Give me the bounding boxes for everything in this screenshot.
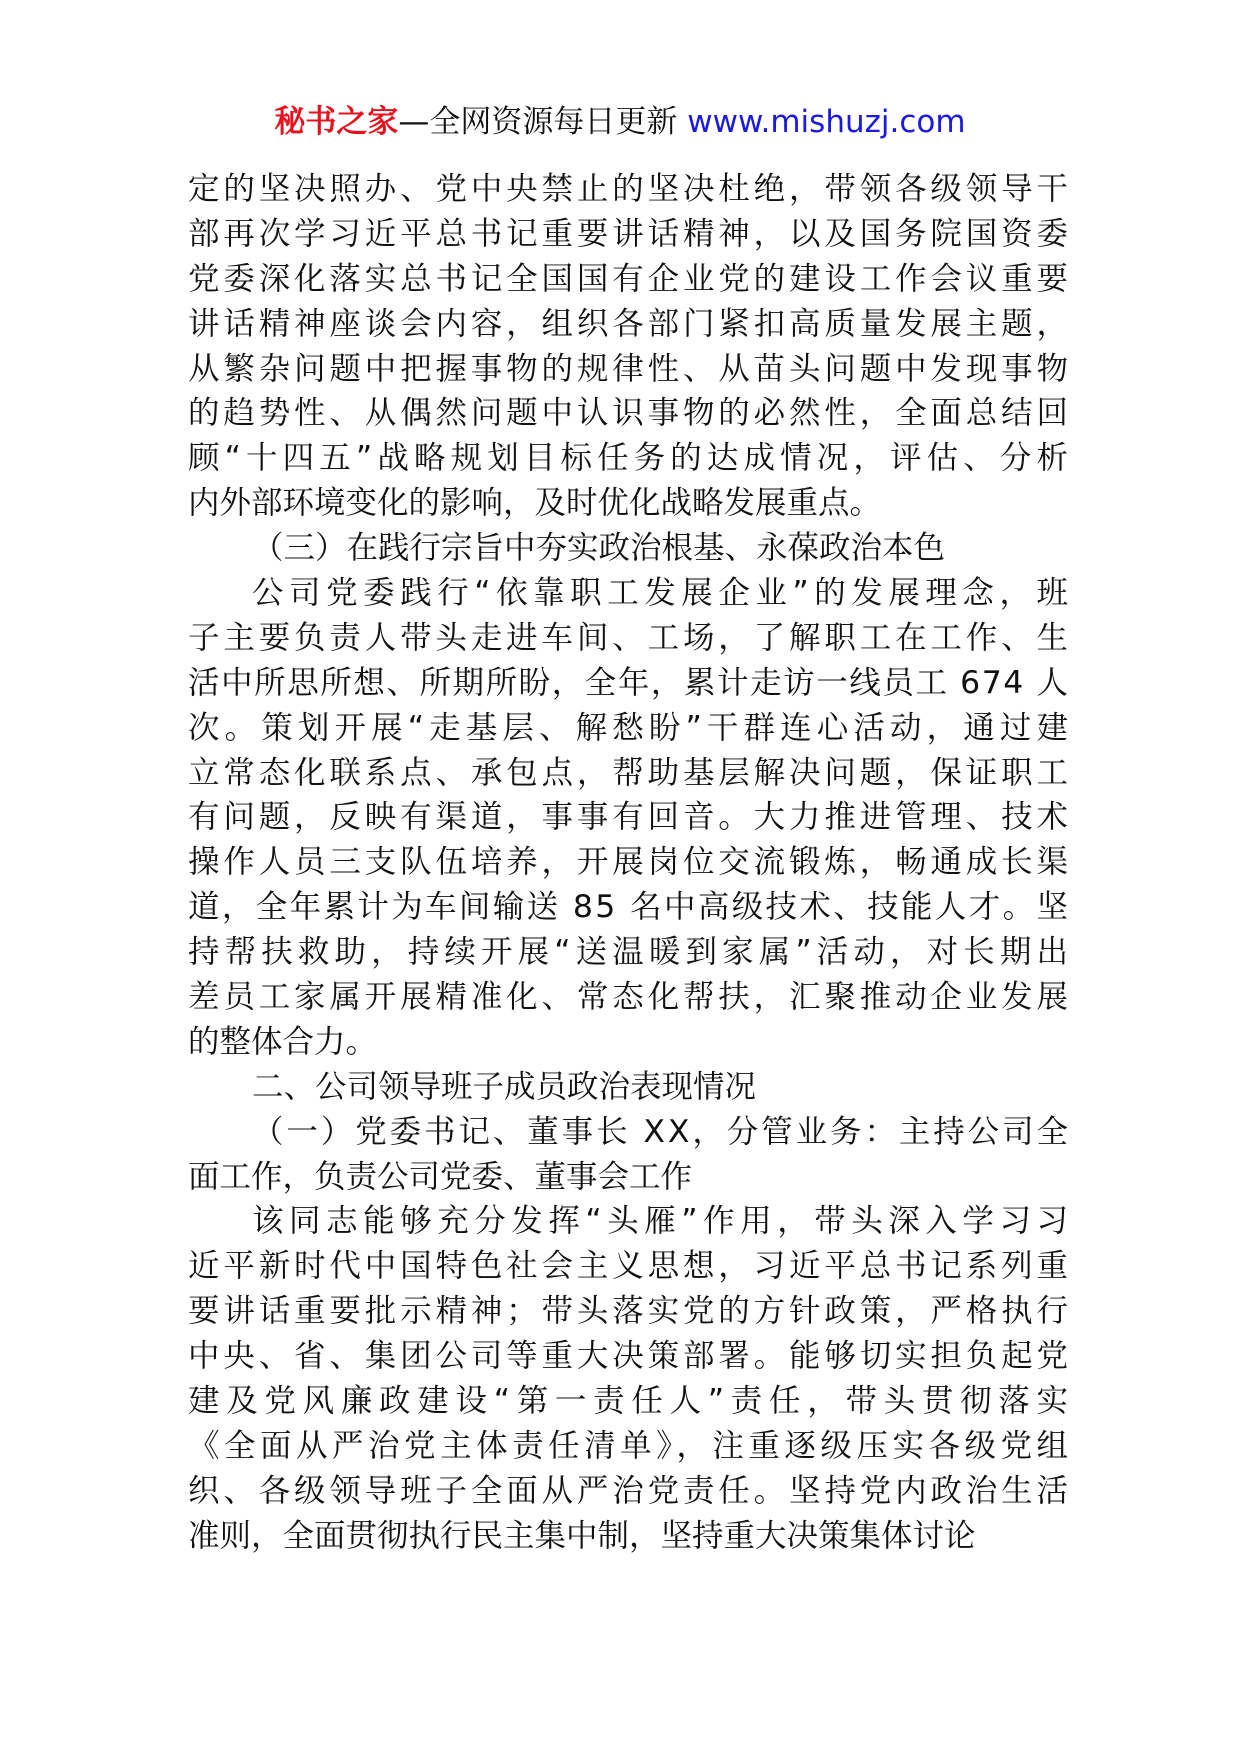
text-line: 持帮扶救助，持续开展“送温暖到家属”活动，对长期出: [188, 934, 1074, 971]
text-line: 讲话精神座谈会内容，组织各部门紧扣高质量发展主题，: [188, 305, 1072, 342]
text-line: 近平新时代中国特色社会主义思想，习近平总书记系列重: [188, 1248, 1072, 1285]
text-line: 面工作，负责公司党委、董事会工作: [188, 1158, 693, 1195]
text-line: 顾“十四五”战略规划目标任务的达成情况，评估、分析: [188, 440, 1074, 477]
text-line: 次。策划开展“走基层、解愁盼”干群连心活动，通过建: [188, 709, 1074, 746]
site-brand: 秘书之家: [274, 104, 399, 140]
text-line: 准则，全面贯彻执行民主集中制，坚持重大决策集体讨论: [188, 1517, 976, 1554]
text-line: 要讲话重要批示精神；带头落实党的方针政策，严格执行: [188, 1293, 1072, 1330]
text-line: 有问题，反映有渠道，事事有回音。大力推进管理、技术: [188, 799, 1072, 836]
text-line: 中央、省、集团公司等重大决策部署。能够切实担负起党: [188, 1338, 1072, 1375]
text-line: 部再次学习近平总书记重要讲话精神，以及国务院国资委: [188, 215, 1072, 252]
document-body: [188, 167, 1075, 1559]
paragraph-first-line: 二、公司领导班子成员政治表现情况: [252, 1068, 757, 1105]
text-line: 差员工家属开展精准化、常态化帮扶，汇聚推动企业发展: [188, 979, 1072, 1016]
text-line: 子主要负责人带头走进车间、工场，了解职工在工作、生: [188, 619, 1072, 656]
text-line: 建及党风廉政建设“第一责任人”责任，带头贯彻落实: [188, 1383, 1075, 1420]
paragraph-first-line: 该同志能够充分发挥“头雁”作用，带头深入学习习: [252, 1203, 1074, 1240]
site-tagline: —全网资源每日更新: [398, 104, 678, 140]
paragraph-first-line: （一）党委书记、董事长 XX，分管业务：主持公司全: [252, 1113, 1071, 1150]
site-url-link[interactable]: www.mishuzj.com: [687, 104, 966, 140]
text-line: 道，全年累计为车间输送 85 名中高级技术、技能人才。坚: [188, 889, 1071, 926]
text-line: 操作人员三支队伍培养，开展岗位交流锻炼，畅通成长渠: [188, 844, 1072, 881]
text-line: 党委深化落实总书记全国国有企业党的建设工作会议重要: [188, 260, 1072, 297]
text-line: 织、各级领导班子全面从严治党责任。坚持党内政治生活: [188, 1472, 1072, 1509]
text-line: 活中所思所想、所期所盼，全年，累计走访一线员工 674 人: [188, 664, 1070, 701]
text-line: 从繁杂问题中把握事物的规律性、从苗头问题中发现事物: [188, 350, 1072, 387]
paragraph-first-line: （三）在践行宗旨中夯实政治根基、永葆政治本色: [252, 530, 946, 567]
site-header: [0, 100, 1240, 144]
text-line: 立常态化联系点、承包点，帮助基层解决问题，保证职工: [188, 754, 1072, 791]
text-line: 定的坚决照办、党中央禁止的坚决杜绝，带领各级领导干: [188, 171, 1072, 207]
paragraph-first-line: 公司党委践行“依靠职工发展企业”的发展理念，班: [252, 575, 1074, 612]
text-line: 的整体合力。: [188, 1023, 378, 1060]
text-line: 《全面从严治党主体责任清单》，注重逐级压实各级党组: [188, 1427, 1073, 1464]
text-line: 内外部环境变化的影响，及时优化战略发展重点。: [188, 485, 882, 522]
text-line: 的趋势性、从偶然问题中认识事物的必然性，全面总结回: [188, 395, 1072, 432]
